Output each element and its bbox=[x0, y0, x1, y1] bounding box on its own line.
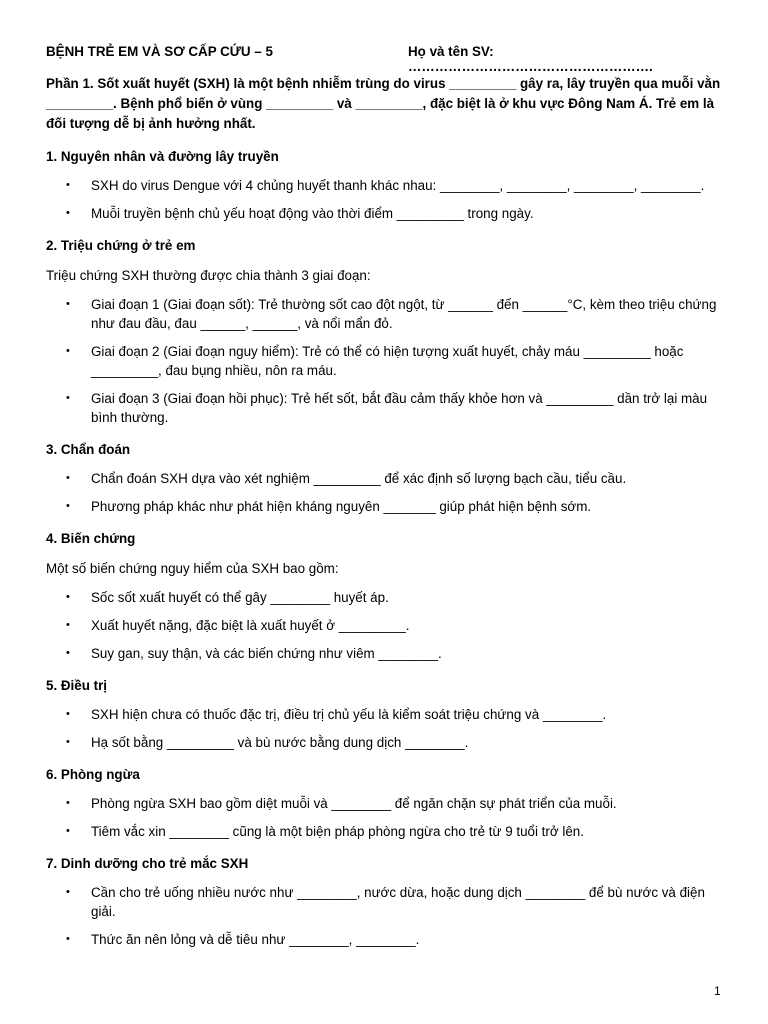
bullet-icon: • bbox=[66, 179, 70, 191]
student-name-field: Họ và tên SV: ………………………………………………. bbox=[408, 44, 653, 74]
intro-paragraph: Phần 1. Sốt xuất huyết (SXH) là một bệnh nhiễm trùng do virus _________ gây ra, lây truyền qua muỗi vằn _________. Bệnh phổ biến ở vùng _________ và _________, đặc biệt là ở khu vực Đông Nam Á. Trẻ em là đối tượng dễ bị ảnh hưởng nhất. bbox=[46, 76, 721, 131]
bullet-icon: • bbox=[66, 591, 70, 603]
bullet-list bbox=[46, 176, 726, 223]
section-title: 5. Điều trị bbox=[46, 678, 108, 693]
bullet-icon: • bbox=[66, 736, 70, 748]
bullet-icon: • bbox=[66, 298, 70, 310]
bullet-list bbox=[46, 588, 726, 663]
document-title: BỆNH TRẺ EM VÀ SƠ CẤP CỨU – 5 bbox=[46, 44, 273, 59]
bullet-icon: • bbox=[66, 825, 70, 837]
list-item-text: Sốc sốt xuất huyết có thể gây ________ huyết áp. bbox=[91, 590, 389, 605]
bullet-icon: • bbox=[66, 345, 70, 357]
sections-container bbox=[46, 147, 726, 949]
section-title: 4. Biến chứng bbox=[46, 531, 136, 546]
bullet-list bbox=[46, 295, 726, 427]
list-item-text: Tiêm vắc xin ________ cũng là một biện pháp phòng ngừa cho trẻ từ 9 tuổi trở lên. bbox=[91, 824, 584, 839]
document-header bbox=[46, 44, 726, 74]
bullet-icon: • bbox=[66, 472, 70, 484]
section-title: 2. Triệu chứng ở trẻ em bbox=[46, 238, 196, 253]
page-number: 1 bbox=[714, 984, 721, 998]
document-page bbox=[46, 44, 726, 949]
bullet-list bbox=[46, 705, 726, 752]
section-title: 6. Phòng ngừa bbox=[46, 767, 140, 782]
bullet-list bbox=[46, 883, 726, 949]
list-item-text: Cần cho trẻ uống nhiều nước như ________, nước dừa, hoặc dung dịch ________ để bù nước và điện giải. bbox=[91, 885, 705, 919]
section-title: 1. Nguyên nhân và đường lây truyền bbox=[46, 149, 279, 164]
list-item-text: Phương pháp khác như phát hiện kháng nguyên _______ giúp phát hiện bệnh sớm. bbox=[91, 499, 592, 514]
list-item bbox=[46, 204, 726, 223]
list-item-text: Xuất huyết nặng, đặc biệt là xuất huyết ở _________. bbox=[91, 618, 410, 633]
section-title: 3. Chẩn đoán bbox=[46, 442, 131, 457]
list-item bbox=[46, 469, 726, 488]
bullet-icon: • bbox=[66, 207, 70, 219]
bullet-list bbox=[46, 794, 726, 841]
list-item-text: Giai đoạn 1 (Giai đoạn sốt): Trẻ thường sốt cao đột ngột, từ ______ đến ______°C, kèm theo triệu chứng như đau đầu, đau ______, ______, và nổi mẩn đỏ. bbox=[91, 297, 717, 331]
list-item-text: Hạ sốt bằng _________ và bù nước bằng dung dịch ________. bbox=[91, 735, 469, 750]
bullet-icon: • bbox=[66, 392, 70, 404]
list-item-text: Giai đoạn 2 (Giai đoạn nguy hiểm): Trẻ có thể có hiện tượng xuất huyết, chảy máu _________ hoặc _________, đau bụng nhiều, nôn ra máu. bbox=[91, 344, 684, 378]
bullet-icon: • bbox=[66, 933, 70, 945]
list-item bbox=[46, 389, 726, 427]
list-item bbox=[46, 588, 726, 607]
bullet-icon: • bbox=[66, 647, 70, 659]
list-item-text: Thức ăn nên lỏng và dễ tiêu như ________, ________. bbox=[91, 932, 420, 947]
section-paragraph: Triệu chứng SXH thường được chia thành 3 giai đoạn: bbox=[46, 268, 371, 283]
list-item-text: Phòng ngừa SXH bao gồm diệt muỗi và ________ để ngăn chặn sự phát triển của muỗi. bbox=[91, 796, 617, 811]
list-item-text: SXH hiện chưa có thuốc đặc trị, điều trị chủ yếu là kiểm soát triệu chứng và ________. bbox=[91, 707, 607, 722]
list-item bbox=[46, 822, 726, 841]
list-item bbox=[46, 930, 726, 949]
list-item bbox=[46, 883, 726, 921]
list-item bbox=[46, 497, 726, 516]
list-item bbox=[46, 616, 726, 635]
list-item bbox=[46, 176, 726, 195]
bullet-icon: • bbox=[66, 797, 70, 809]
bullet-list bbox=[46, 469, 726, 516]
bullet-icon: • bbox=[66, 708, 70, 720]
list-item-text: Suy gan, suy thận, và các biến chứng như viêm ________. bbox=[91, 646, 442, 661]
list-item-text: Chẩn đoán SXH dựa vào xét nghiệm _________ để xác định số lượng bạch cầu, tiểu cầu. bbox=[91, 471, 627, 486]
list-item bbox=[46, 705, 726, 724]
bullet-icon: • bbox=[66, 619, 70, 631]
list-item bbox=[46, 295, 726, 333]
bullet-icon: • bbox=[66, 500, 70, 512]
list-item bbox=[46, 342, 726, 380]
section-paragraph: Một số biến chứng nguy hiểm của SXH bao gồm: bbox=[46, 561, 339, 576]
bullet-icon: • bbox=[66, 886, 70, 898]
section-title: 7. Dinh dưỡng cho trẻ mắc SXH bbox=[46, 856, 249, 871]
list-item bbox=[46, 794, 726, 813]
list-item-text: Muỗi truyền bệnh chủ yếu hoạt động vào thời điểm _________ trong ngày. bbox=[91, 206, 534, 221]
list-item-text: Giai đoạn 3 (Giai đoạn hồi phục): Trẻ hết sốt, bắt đầu cảm thấy khỏe hơn và _________ dần trở lại màu bình thường. bbox=[91, 391, 708, 425]
list-item bbox=[46, 644, 726, 663]
list-item-text: SXH do virus Dengue với 4 chủng huyết thanh khác nhau: ________, ________, ________, ________. bbox=[91, 178, 705, 193]
list-item bbox=[46, 733, 726, 752]
